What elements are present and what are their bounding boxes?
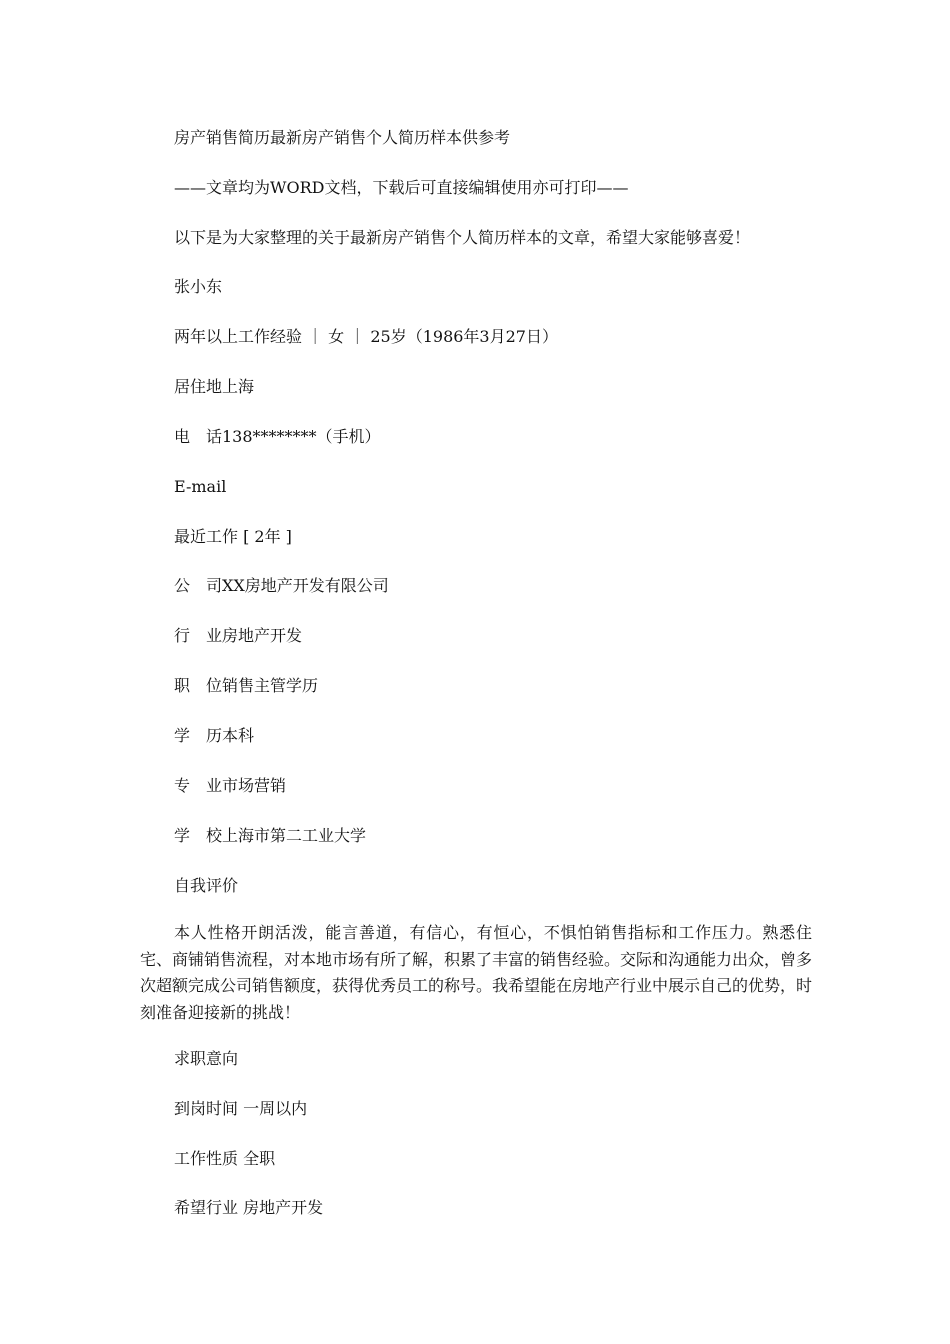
industry: 行 业房地产开发 [174,626,303,645]
school: 学 校上海市第二工业大学 [174,826,367,845]
arrival-time: 到岗时间 一周以内 [174,1099,308,1118]
document-title: 房产销售简历最新房产销售个人简历样本供参考 [174,128,511,147]
position: 职 位销售主管学历 [174,676,319,695]
job-type: 工作性质 全职 [174,1149,276,1168]
basic-info: 两年以上工作经验 ｜ 女 ｜ 25岁（1986年3月27日） [174,327,558,346]
intro-text: 以下是为大家整理的关于最新房产销售个人简历样本的文章，希望大家能够喜爱！ [174,228,751,247]
major: 专 业市场营销 [174,776,287,795]
company: 公 司XX房地产开发有限公司 [174,576,389,595]
email: E-mail [174,477,227,496]
recent-work: 最近工作 [ 2年 ] [174,527,292,546]
education: 学 历本科 [174,726,255,745]
residence: 居住地上海 [174,377,255,396]
word-note: ——文章均为WORD文档，下载后可直接编辑使用亦可打印—— [174,178,629,197]
desired-industry: 希望行业 房地产开发 [174,1198,324,1217]
self-evaluation-heading: 自我评价 [174,876,239,895]
self-evaluation-text: 本人性格开朗活泼，能言善道，有信心，有恒心，不惧怕销售指标和工作压力。熟悉住宅、商铺销售流程，对本地市场有所了解，积累了丰富的销售经验。交际和沟通能力出众，曾多次超额完成公司销售额度，获得优秀员工的称号。我希望能在房地产行业中展示自己的优势，时刻准备迎接新的挑战！ [140,923,813,1022]
job-intent-heading: 求职意向 [174,1049,239,1068]
phone: 电 话138********（手机） [174,427,381,446]
candidate-name: 张小东 [174,277,223,296]
